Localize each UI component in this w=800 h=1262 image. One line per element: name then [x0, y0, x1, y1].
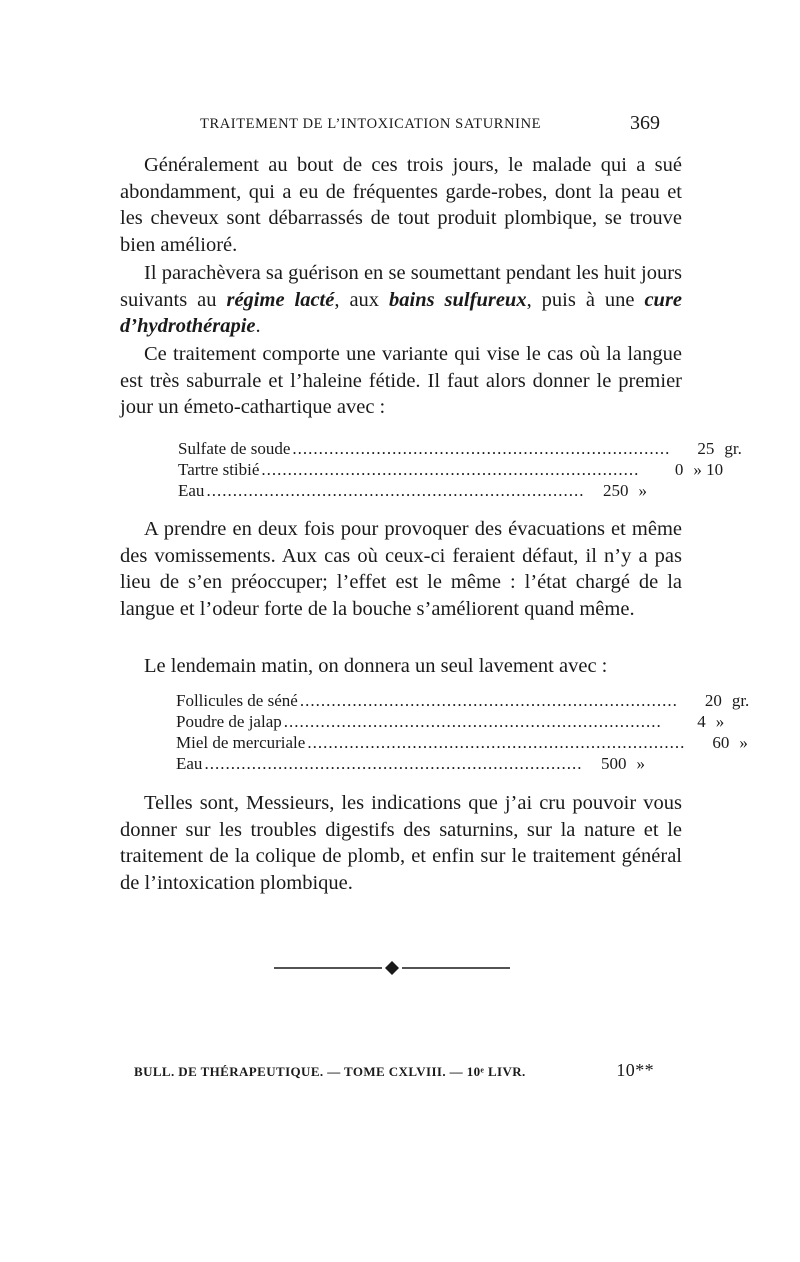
dot-leader: ........................................................................	[261, 460, 640, 479]
recipe-lavement	[176, 690, 750, 774]
dot-leader: ........................................................................	[307, 733, 686, 752]
ingredient-unit: »	[739, 733, 748, 752]
paragraph-1	[120, 152, 682, 258]
dot-leader: ........................................................................	[283, 712, 662, 731]
paragraph-5-text: Le lendemain matin, on donnera un seul lavement avec :	[144, 655, 608, 677]
ingredient-name: Miel de mercuriale	[176, 733, 306, 752]
paragraph-1-text: Généralement au bout de ces trois jours, le malade qui a sué abondamment, qui a eu de fréquentes garde-robes, dont la peau et les cheveux sont débarrassés de tout produit plombique, se trouve bien amélioré.	[120, 154, 682, 256]
section-divider-ornament	[274, 958, 510, 978]
recipe-row	[176, 732, 748, 753]
dot-leader: ........................................................................	[292, 439, 671, 458]
dot-leader: ........................................................................	[204, 754, 583, 773]
regime-lacte-emphasis: régime lacté	[226, 288, 335, 311]
ingredient-name: Follicules de séné	[176, 691, 298, 710]
ingredient-quantity: 60	[712, 733, 730, 752]
ingredient-quantity: 500	[600, 754, 627, 773]
recipe-row	[178, 438, 742, 459]
paragraph-3	[120, 341, 682, 421]
bulletin-reference: BULL. DE THÉRAPEUTIQUE. — TOME CXLVIII. — 10ᵉ LIVR.	[134, 1064, 526, 1079]
cure-hydrotherapie-emphasis: cure d’hydrothérapie	[120, 288, 683, 337]
page-footer	[134, 1060, 654, 1081]
paragraph-2-text-a: Il parachèvera sa guérison en se soumettant pendant les huit jours suivants au	[120, 262, 682, 311]
paragraph-3-text: Ce traitement comporte une variante qui vise le cas où la langue est très saburrale et l’haleine fétide. Il faut alors donner le premier jour un émeto-cathartique avec :	[120, 343, 682, 418]
ingredient-unit: » 10	[693, 460, 724, 479]
ingredient-unit: »	[636, 754, 645, 773]
signature-mark: 10**	[616, 1060, 654, 1080]
paragraph-2	[120, 260, 682, 340]
ingredient-unit: gr.	[724, 439, 742, 458]
diamond-icon	[385, 961, 399, 975]
page-number: 369	[630, 112, 660, 134]
paragraph-5	[120, 653, 682, 680]
paragraph-2-text-d: .	[255, 315, 261, 337]
ingredient-name: Poudre de jalap	[176, 712, 282, 731]
ingredient-quantity: 0	[674, 460, 684, 479]
paragraph-2-text-b: , aux	[334, 288, 390, 311]
paragraph-4	[120, 516, 682, 622]
recipe-row	[176, 690, 750, 711]
ingredient-quantity: 4	[697, 712, 706, 731]
paragraph-6	[120, 790, 682, 896]
paragraph-6-text: Telles sont, Messieurs, les indications que j’ai cru pouvoir vous donner sur les troubles digestifs des saturnins, sur la nature et le traitement de la colique de plomb, et enfin sur le traitement général de l’intoxication plombique.	[120, 792, 682, 894]
ingredient-name: Eau	[178, 481, 205, 500]
ingredient-unit: »	[715, 712, 725, 731]
running-title: TRAITEMENT DE L’INTOXICATION SATURNINE	[200, 116, 542, 132]
bains-sulfureux-emphasis: bains sulfureux	[389, 288, 527, 311]
ingredient-name: Tartre stibié	[178, 460, 260, 479]
recipe-row	[176, 753, 656, 774]
ingredient-quantity: 25	[697, 439, 715, 458]
dot-leader: ........................................................................	[206, 481, 585, 500]
recipe-row	[178, 480, 648, 501]
dot-leader: ........................................................................	[299, 691, 678, 710]
paragraph-4-text: A prendre en deux fois pour provoquer des évacuations et même des vomissements. Aux cas où ceux-ci feraient défaut, il n’y a pas lieu de s’en préoccuper; l’effet est le même : l’état chargé de la langue et l’odeur forte de la bouche s’améliorent quand même.	[120, 518, 682, 620]
ingredient-quantity: 20	[704, 691, 722, 710]
recipe-row	[178, 459, 724, 480]
ingredient-unit: gr.	[731, 691, 750, 710]
recipe-row	[176, 711, 725, 732]
ingredient-quantity: 250	[602, 481, 629, 500]
ingredient-unit: »	[638, 481, 647, 500]
ingredient-name: Eau	[176, 754, 203, 773]
paragraph-2-text-c: , puis à une	[526, 288, 645, 311]
recipe-emeto-cathartique	[178, 438, 742, 501]
ingredient-name: Sulfate de soude	[178, 439, 291, 458]
